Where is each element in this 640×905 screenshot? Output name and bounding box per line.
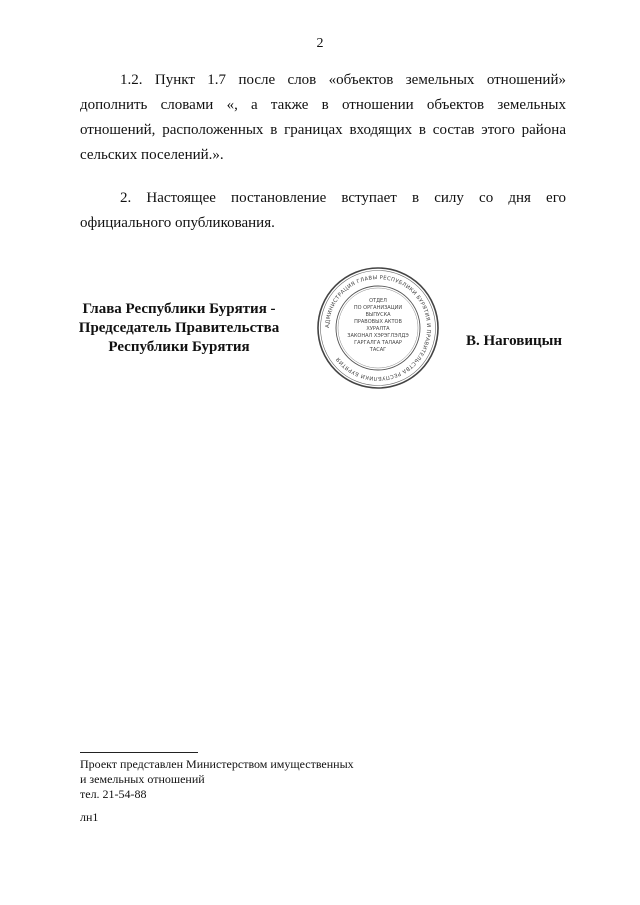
seal-center-line: ЗАКОНАЛ ХЭРЭГЛЭЛДЭ	[347, 333, 409, 339]
footnote-line: и земельных отношений	[80, 772, 205, 786]
seal-graphic	[316, 266, 440, 390]
footnote	[80, 757, 354, 802]
seal-ring-text: АДМИНИСТРАЦИЯ ГЛАВЫ РЕСПУБЛИКИ БУРЯТИЯ И ПРАВИТЕЛЬСТВА РЕСПУБЛИКИ БУРЯТИЯ	[324, 274, 432, 382]
paragraph-effective-date: 2. Настоящее постановление вступает в силу со дня его официального опубликования.	[80, 190, 566, 231]
document-code: лн1	[80, 810, 99, 824]
seal-center-line: ТАСАГ	[369, 347, 387, 353]
seal-center-line: ПО ОРГАНИЗАЦИИ	[353, 305, 403, 311]
paragraph-amendment: 1.2. Пункт 1.7 после слов «объектов земельных отношений» дополнить словами «, а также в отношении объектов земельных отношений, расположенных в границах входящих в состав этого района сельских поселений.».	[80, 72, 566, 163]
signer-name: В. Наговицын	[466, 333, 562, 349]
seal-center-line: ВЫПУСКА	[365, 312, 391, 318]
official-seal	[316, 266, 440, 390]
seal-center-line: ПРАВОВЫХ АКТОВ	[354, 319, 402, 325]
footnote-line: Проект представлен Министерством имущественных	[80, 757, 354, 771]
signature-title	[72, 300, 286, 357]
footnote-line: тел. 21-54-88	[80, 787, 147, 801]
signature-title-line: Глава Республики Бурятия -	[82, 301, 276, 317]
signature-title-line: Председатель Правительства	[78, 320, 280, 336]
seal-center-line: ОТДЕЛ	[369, 298, 387, 304]
page-number: 2	[316, 36, 324, 51]
seal-center-line: ХУРАЛТА	[366, 326, 390, 332]
signature-title-line: Республики Бурятия	[108, 339, 250, 355]
footnote-divider	[80, 752, 198, 753]
seal-center-line: ГАРГАЛГА ТАЛААР	[354, 340, 402, 346]
